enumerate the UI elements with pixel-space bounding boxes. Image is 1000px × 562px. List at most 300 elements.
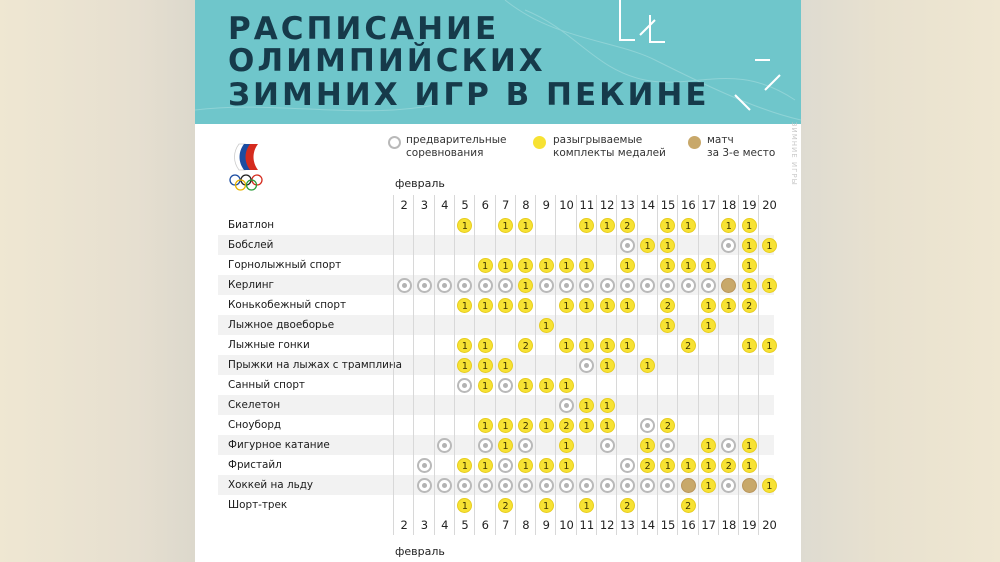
medal-count-marker: 1	[640, 438, 655, 453]
sport-row	[218, 215, 774, 235]
legend-bronze-line1: матч	[707, 134, 734, 146]
legend-medal-line2: комплекты медалей	[553, 147, 666, 159]
schedule-cell	[474, 335, 494, 355]
schedule-cell	[616, 455, 636, 475]
prelim-marker	[478, 438, 493, 453]
schedule-cell	[434, 455, 454, 475]
schedule-cell	[657, 375, 677, 395]
schedule-cell	[677, 295, 697, 315]
schedule-cell	[576, 435, 596, 455]
schedule-cell	[758, 355, 778, 375]
schedule-cell	[616, 435, 636, 455]
medal-count-marker: 1	[701, 458, 716, 473]
schedule-cell	[698, 275, 718, 295]
schedule-cell	[637, 295, 657, 315]
day-header-cell	[555, 515, 575, 535]
schedule-cell	[718, 235, 738, 255]
schedule-cell	[596, 295, 616, 315]
schedule-cell	[434, 475, 454, 495]
medal-count-marker: 1	[539, 378, 554, 393]
schedule-cell	[413, 215, 433, 235]
medal-count-marker: 1	[762, 338, 777, 353]
schedule-cell	[454, 495, 474, 515]
schedule-cell	[596, 435, 616, 455]
schedule-cell	[637, 495, 657, 515]
schedule-cell	[535, 275, 555, 295]
schedule-cell	[495, 295, 515, 315]
schedule-cell	[413, 495, 433, 515]
schedule-cell	[555, 255, 575, 275]
medal-count-marker: 1	[498, 358, 513, 373]
schedule-cell	[393, 315, 413, 335]
schedule-cell	[434, 295, 454, 315]
schedule-cell	[555, 395, 575, 415]
medal-count-marker: 1	[478, 338, 493, 353]
schedule-cell	[454, 395, 474, 415]
sport-row	[218, 235, 774, 255]
schedule-cell	[515, 495, 535, 515]
medal-count-marker: 1	[742, 238, 757, 253]
schedule-cell	[758, 435, 778, 455]
schedule-cell	[576, 295, 596, 315]
schedule-cell	[698, 255, 718, 275]
schedule-cell	[454, 235, 474, 255]
medal-count-marker: 2	[559, 418, 574, 433]
schedule-cell	[616, 215, 636, 235]
schedule-cell	[454, 435, 474, 455]
schedule-cell	[657, 255, 677, 275]
schedule-cell	[698, 375, 718, 395]
sport-name: Хоккей на льду	[228, 479, 314, 491]
schedule-cell	[495, 235, 515, 255]
day-header-row-top	[218, 195, 777, 215]
schedule-cell	[393, 275, 413, 295]
prelim-marker	[498, 478, 513, 493]
day-number: 9	[542, 198, 550, 212]
prelim-marker	[620, 458, 635, 473]
medal-count-marker: 1	[600, 398, 615, 413]
schedule-cell	[657, 215, 677, 235]
schedule-cell	[637, 475, 657, 495]
medal-count-marker: 1	[559, 458, 574, 473]
schedule-cell	[698, 295, 718, 315]
schedule-cell	[555, 275, 575, 295]
day-header-cell	[434, 195, 454, 215]
schedule-cell	[535, 475, 555, 495]
sport-row	[218, 455, 774, 475]
medal-count-marker: 1	[701, 318, 716, 333]
schedule-cell	[698, 315, 718, 335]
medal-count-marker: 1	[681, 218, 696, 233]
schedule-cell	[576, 375, 596, 395]
medal-count-marker: 1	[498, 418, 513, 433]
schedule-cell	[495, 255, 515, 275]
schedule-cell	[535, 215, 555, 235]
schedule-cell	[738, 295, 758, 315]
medal-count-marker: 1	[620, 338, 635, 353]
day-header-cell	[637, 195, 657, 215]
schedule-cell	[718, 295, 738, 315]
schedule-cell	[596, 415, 616, 435]
schedule-cell	[718, 255, 738, 275]
day-header-row-bottom	[218, 515, 777, 535]
schedule-cell	[738, 275, 758, 295]
day-header-cell	[535, 195, 555, 215]
sport-row	[218, 315, 774, 335]
day-number: 9	[542, 518, 550, 532]
schedule-cell	[495, 375, 515, 395]
schedule-cell	[454, 295, 474, 315]
schedule-cell	[718, 275, 738, 295]
medal-count-marker: 1	[600, 418, 615, 433]
schedule-cell	[596, 475, 616, 495]
prelim-marker	[620, 478, 635, 493]
day-number: 10	[559, 198, 574, 212]
schedule-cell	[758, 235, 778, 255]
schedule-cell	[576, 475, 596, 495]
schedule-cell	[454, 475, 474, 495]
schedule-cell	[535, 375, 555, 395]
schedule-cell	[637, 275, 657, 295]
day-header-cell	[677, 195, 697, 215]
schedule-cell	[596, 455, 616, 475]
medal-count-marker: 1	[579, 338, 594, 353]
day-header-cell	[555, 195, 575, 215]
day-header-cell	[393, 515, 413, 535]
side-vertical-text: ЗИМНИЕ ИГРЫ	[790, 122, 798, 186]
medal-count-marker: 1	[457, 358, 472, 373]
medal-count-marker: 1	[498, 218, 513, 233]
sport-row	[218, 495, 774, 515]
day-header-cell	[515, 195, 535, 215]
medal-count-marker: 1	[742, 218, 757, 233]
sport-name: Биатлон	[228, 219, 275, 231]
header-banner	[195, 0, 801, 124]
schedule-cell	[474, 415, 494, 435]
legend-medal	[553, 134, 666, 160]
prelim-marker	[600, 438, 615, 453]
schedule-cell	[657, 495, 677, 515]
day-number: 11	[579, 518, 595, 532]
prelim-marker	[478, 278, 493, 293]
background-right	[800, 0, 1000, 562]
schedule-cell	[413, 375, 433, 395]
sport-name: Сноуборд	[228, 419, 282, 431]
day-number: 10	[559, 518, 574, 532]
schedule-cell	[616, 495, 636, 515]
medal-count-marker: 1	[600, 358, 615, 373]
day-number: 17	[701, 198, 716, 212]
legend-bronze-icon	[688, 136, 701, 149]
medal-count-marker: 2	[681, 498, 696, 513]
schedule-cell	[555, 215, 575, 235]
schedule-cell	[738, 495, 758, 515]
schedule-cell	[474, 215, 494, 235]
schedule-cell	[474, 375, 494, 395]
sport-name: Конькобежный спорт	[228, 299, 347, 311]
schedule-cell	[758, 275, 778, 295]
sport-row	[218, 435, 774, 455]
medal-count-marker: 1	[539, 258, 554, 273]
day-header-cell	[698, 195, 718, 215]
schedule-cell	[393, 375, 413, 395]
schedule-cell	[454, 275, 474, 295]
day-number: 19	[741, 198, 757, 212]
medal-count-marker: 1	[518, 278, 533, 293]
prelim-marker	[640, 478, 655, 493]
schedule-cell	[535, 415, 555, 435]
schedule-cell	[758, 495, 778, 515]
schedule-cell	[495, 355, 515, 375]
medal-count-marker: 1	[478, 418, 493, 433]
schedule-cell	[454, 335, 474, 355]
sport-row	[218, 475, 774, 495]
schedule-cell	[495, 315, 515, 335]
schedule-cell	[555, 375, 575, 395]
month-label-top: февраль	[395, 177, 445, 190]
schedule-cell	[637, 235, 657, 255]
day-number: 16	[681, 198, 696, 212]
prelim-marker	[640, 278, 655, 293]
medal-count-marker: 1	[701, 478, 716, 493]
schedule-cell	[434, 355, 454, 375]
day-header-cell	[738, 515, 758, 535]
schedule-cell	[616, 355, 636, 375]
schedule-cell	[698, 435, 718, 455]
schedule-cell	[657, 275, 677, 295]
schedule-cell	[657, 395, 677, 415]
medal-count-marker: 1	[620, 258, 635, 273]
schedule-cell	[576, 315, 596, 335]
schedule-cell	[758, 395, 778, 415]
schedule-cell	[576, 275, 596, 295]
month-label-bottom: февраль	[395, 545, 445, 558]
sport-name: Лыжное двоеборье	[228, 319, 335, 331]
schedule-cell	[637, 215, 657, 235]
medal-count-marker: 1	[579, 218, 594, 233]
schedule-cell	[738, 415, 758, 435]
schedule-cell	[596, 315, 616, 335]
medal-count-marker: 1	[518, 378, 533, 393]
schedule-cell	[393, 495, 413, 515]
schedule-cell	[434, 415, 454, 435]
medal-count-marker: 1	[518, 298, 533, 313]
schedule-cell	[657, 235, 677, 255]
schedule-cell	[738, 335, 758, 355]
day-number: 5	[461, 518, 469, 532]
medal-count-marker: 1	[579, 498, 594, 513]
prelim-marker	[417, 278, 432, 293]
schedule-cell	[535, 355, 555, 375]
schedule-cell	[555, 235, 575, 255]
day-header-cell	[474, 195, 494, 215]
prelim-marker	[397, 278, 412, 293]
schedule-cell	[576, 235, 596, 255]
sport-row	[218, 395, 774, 415]
schedule-cell	[393, 415, 413, 435]
schedule-cell	[596, 335, 616, 355]
legend-prelim-icon	[388, 136, 401, 149]
day-number: 13	[620, 518, 635, 532]
day-number: 14	[640, 518, 656, 532]
schedule-cell	[495, 455, 515, 475]
medal-count-marker: 1	[762, 278, 777, 293]
schedule-cell	[596, 215, 616, 235]
day-number: 15	[660, 198, 676, 212]
schedule-cell	[616, 415, 636, 435]
legend-medal-line1: разыгрываемые	[553, 134, 643, 146]
schedule-cell	[576, 335, 596, 355]
schedule-cell	[616, 395, 636, 415]
medal-count-marker: 1	[498, 298, 513, 313]
schedule-cell	[596, 275, 616, 295]
sport-row	[218, 275, 774, 295]
prelim-marker	[498, 458, 513, 473]
schedule-cell	[738, 375, 758, 395]
prelim-marker	[721, 478, 736, 493]
bronze-match-marker	[742, 478, 757, 493]
sport-name: Горнолыжный спорт	[228, 259, 342, 271]
medal-count-marker: 1	[660, 218, 675, 233]
schedule-cell	[718, 215, 738, 235]
schedule-cell	[474, 355, 494, 375]
medal-count-marker: 1	[539, 498, 554, 513]
schedule-cell	[515, 275, 535, 295]
day-header-cell	[454, 515, 474, 535]
schedule-cell	[474, 235, 494, 255]
prelim-marker	[539, 278, 554, 293]
bronze-match-marker	[721, 278, 736, 293]
schedule-cell	[758, 295, 778, 315]
day-header-cell	[393, 195, 413, 215]
schedule-cell	[515, 355, 535, 375]
schedule-cell	[596, 235, 616, 255]
prelim-marker	[478, 478, 493, 493]
medal-count-marker: 1	[559, 298, 574, 313]
schedule-cell	[474, 255, 494, 275]
prelim-marker	[620, 278, 635, 293]
schedule-cell	[637, 415, 657, 435]
schedule-cell	[535, 295, 555, 315]
medal-count-marker: 1	[660, 238, 675, 253]
schedule-cell	[758, 335, 778, 355]
schedule-cell	[657, 475, 677, 495]
schedule-cell	[758, 315, 778, 335]
medal-count-marker: 1	[681, 258, 696, 273]
day-number: 17	[701, 518, 716, 532]
day-header-cell	[434, 515, 454, 535]
medal-count-marker: 1	[518, 218, 533, 233]
day-header-cell	[515, 515, 535, 535]
schedule-cell	[474, 395, 494, 415]
schedule-cell	[698, 455, 718, 475]
schedule-cell	[495, 395, 515, 415]
schedule-cell	[535, 395, 555, 415]
medal-count-marker: 1	[701, 258, 716, 273]
schedule-cell	[413, 275, 433, 295]
prelim-marker	[559, 398, 574, 413]
prelim-marker	[660, 438, 675, 453]
sport-row	[218, 415, 774, 435]
day-number: 5	[461, 198, 469, 212]
schedule-cell	[718, 335, 738, 355]
schedule-cell	[393, 295, 413, 315]
medal-count-marker: 1	[742, 278, 757, 293]
sport-name: Фигурное катание	[228, 439, 330, 451]
medal-count-marker: 2	[640, 458, 655, 473]
prelim-marker	[579, 278, 594, 293]
schedule-cell	[758, 215, 778, 235]
schedule-cell	[474, 455, 494, 475]
sport-row	[218, 335, 774, 355]
schedule-cell	[677, 275, 697, 295]
schedule-cell	[637, 355, 657, 375]
medal-count-marker: 1	[742, 458, 757, 473]
schedule-cell	[454, 315, 474, 335]
schedule-cell	[718, 435, 738, 455]
medal-count-marker: 1	[457, 498, 472, 513]
schedule-cell	[535, 255, 555, 275]
schedule-cell	[758, 255, 778, 275]
medal-count-marker: 2	[620, 498, 635, 513]
schedule-cell	[393, 255, 413, 275]
schedule-cell	[576, 215, 596, 235]
day-header-cell	[616, 515, 636, 535]
schedule-cell	[718, 495, 738, 515]
medal-count-marker: 2	[518, 418, 533, 433]
schedule-cell	[677, 495, 697, 515]
medal-count-marker: 1	[478, 258, 493, 273]
prelim-marker	[457, 478, 472, 493]
legend-prelim	[406, 134, 506, 160]
schedule-cell	[555, 295, 575, 315]
medal-count-marker: 1	[742, 338, 757, 353]
day-number: 8	[522, 518, 530, 532]
medal-count-marker: 1	[681, 458, 696, 473]
schedule-cell	[616, 315, 636, 335]
schedule-cell	[393, 215, 413, 235]
schedule-cell	[637, 255, 657, 275]
schedule-cell	[576, 355, 596, 375]
prelim-marker	[681, 278, 696, 293]
sport-name: Бобслей	[228, 239, 274, 251]
medal-count-marker: 1	[762, 238, 777, 253]
day-number: 6	[481, 518, 489, 532]
day-number: 4	[441, 518, 449, 532]
medal-count-marker: 1	[539, 458, 554, 473]
day-header-cell	[596, 195, 616, 215]
schedule-cell	[515, 395, 535, 415]
schedule-cell	[677, 455, 697, 475]
schedule-cell	[515, 235, 535, 255]
legend-prelim-line2: соревнования	[406, 147, 484, 159]
schedule-cell	[495, 415, 515, 435]
schedule-cell	[474, 435, 494, 455]
schedule-cell	[616, 295, 636, 315]
schedule-cell	[657, 295, 677, 315]
day-header-cell	[576, 515, 596, 535]
day-number: 8	[522, 198, 530, 212]
schedule-cell	[393, 455, 413, 475]
schedule-cell	[576, 395, 596, 415]
day-header-cell	[454, 195, 474, 215]
day-number: 19	[741, 518, 757, 532]
medal-count-marker: 1	[600, 218, 615, 233]
medal-count-marker: 2	[518, 338, 533, 353]
schedule-cell	[698, 495, 718, 515]
day-number: 16	[681, 518, 696, 532]
schedule-cell	[758, 475, 778, 495]
